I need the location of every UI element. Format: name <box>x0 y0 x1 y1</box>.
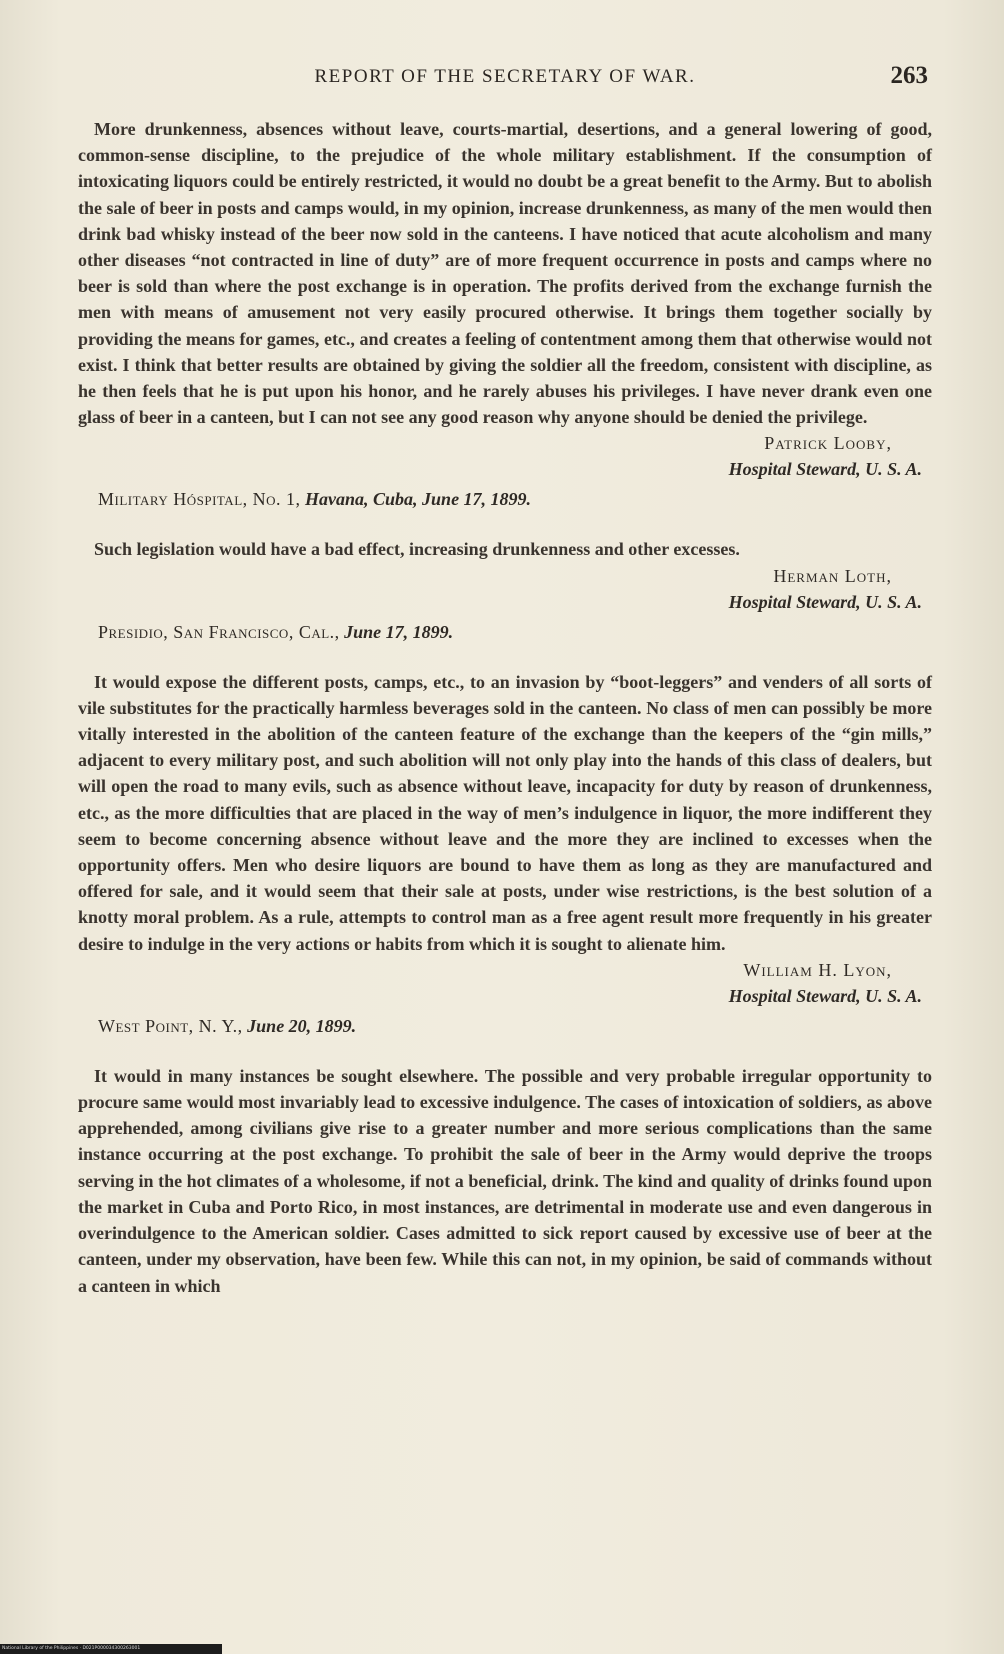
location-line-west-point <box>98 1013 932 1039</box>
location-line-presidio <box>98 619 932 645</box>
signature-title: Hospital Steward, U. S. A. <box>728 459 922 480</box>
paragraph-final: It would in many instances be sought elsewhere. The possible and very probable irregular opportunity to procure same would most invariably lead to excessive indulgence. The cases of intoxication of soldiers, as above apprehended, among civilians give rise to a greater number and more serious complications than the same instance occurring at the post exchange. To prohibit the sale of beer in the Army would deprive the troops serving in the hot climates of a wholesome, if not a beneficial, drink. The kind and quality of drinks found upon the market in Cuba and Porto Rico, in most instances, are detrimental in moderate use and even dangerous in overindulgence to the American soldier. Cases admitted to sick report caused by excessive use of beer at the canteen, under my observation, have been few. While this can not, in my opinion, be said of commands without a canteen in which <box>78 1065 932 1296</box>
page-header <box>80 62 930 96</box>
signature-name: Patrick Looby, <box>764 433 892 454</box>
paragraph-looby: More drunkenness, absences without leave, courts-martial, desertions, and a general lowering of good, common-sense discipline, to the prejudice of the whole military establishment. If the consumption of intoxicating liquors could be entirely restricted, it would no doubt be a great benefit to the Army. But to abolish the sale of beer in posts and camps would, in my opinion, increase drunkenness, as many of the men would then drink bad whisky instead of the beer now sold in the canteens. I have noticed that acute alcoholism and many other diseases “not contracted in line of duty” are of more frequent occurrence in posts and camps where no beer is sold than where the post exchange is in operation. The profits derived from the exchange furnish the men with means of amusement not very easily procured otherwise. It brings them together socially by providing the means for games, etc., and creates a feeling of contentment among them that otherwise would not exist. I think that better results are obtained by giving the soldier all the freedom, consistent with discipline, as he then feels that he is put upon his honor, and he rarely abuses his privileges. I have never drank even one glass of beer in a canteen, but I can not see any good reason why anyone should be denied the privilege. <box>78 119 932 428</box>
signature-loth <box>78 563 922 615</box>
location-place: Military Hóspital, No. 1, <box>98 489 301 510</box>
signature-lyon <box>78 957 922 1009</box>
page-content <box>78 116 932 1299</box>
page-number: 263 <box>890 62 928 89</box>
location-date: June 17, 1899. <box>344 621 454 642</box>
location-line-havana <box>98 486 932 512</box>
running-head: REPORT OF THE SECRETARY OF WAR. <box>314 66 696 87</box>
signature-title: Hospital Steward, U. S. A. <box>728 985 922 1006</box>
signature-name: William H. Lyon, <box>743 959 892 980</box>
location-date: June 20, 1899. <box>247 1015 357 1036</box>
signature-looby <box>78 430 922 482</box>
paragraph-loth: Such legislation would have a bad effect, increasing drunkenness and other excesses. <box>94 539 740 560</box>
location-date: Havana, Cuba, June 17, 1899. <box>305 489 532 510</box>
location-place: West Point, N. Y., <box>98 1015 243 1036</box>
signature-title: Hospital Steward, U. S. A. <box>728 591 922 612</box>
scan-credit-strip: National Library of the Philippines · D021P000034300263001 <box>0 1644 222 1654</box>
paragraph-lyon: It would expose the different posts, camps, etc., to an invasion by “boot-leggers” and venders of all sorts of vile substitutes for the practically harmless beverages sold in the canteen. No class of men can possibly be more vitally interested in the abolition of the canteen feature of the exchange than the keepers of the “gin mills,” adjacent to every military post, and such abolition will not only play into the hands of this class of dealers, but will open the road to many evils, such as absence without leave, incapacity for duty by reason of drunkenness, etc., as the more difficulties that are placed in the way of men’s indulgence in liquor, the more indifferent they seem to become concerning absence without leave and the more they are inclined to excesses when the opportunity offers. Men who desire liquors are bound to have them as long as they are manufactured and offered for sale, and it would seem that their sale at posts, under wise restrictions, is the best solution of a knotty moral problem. As a rule, attempts to control man as a free agent result more frequently in his greater desire to indulge in the very actions or habits from which it is sought to alienate him. <box>78 671 932 954</box>
location-place: Presidio, San Francisco, Cal., <box>98 621 340 642</box>
signature-name: Herman Loth, <box>773 565 892 586</box>
